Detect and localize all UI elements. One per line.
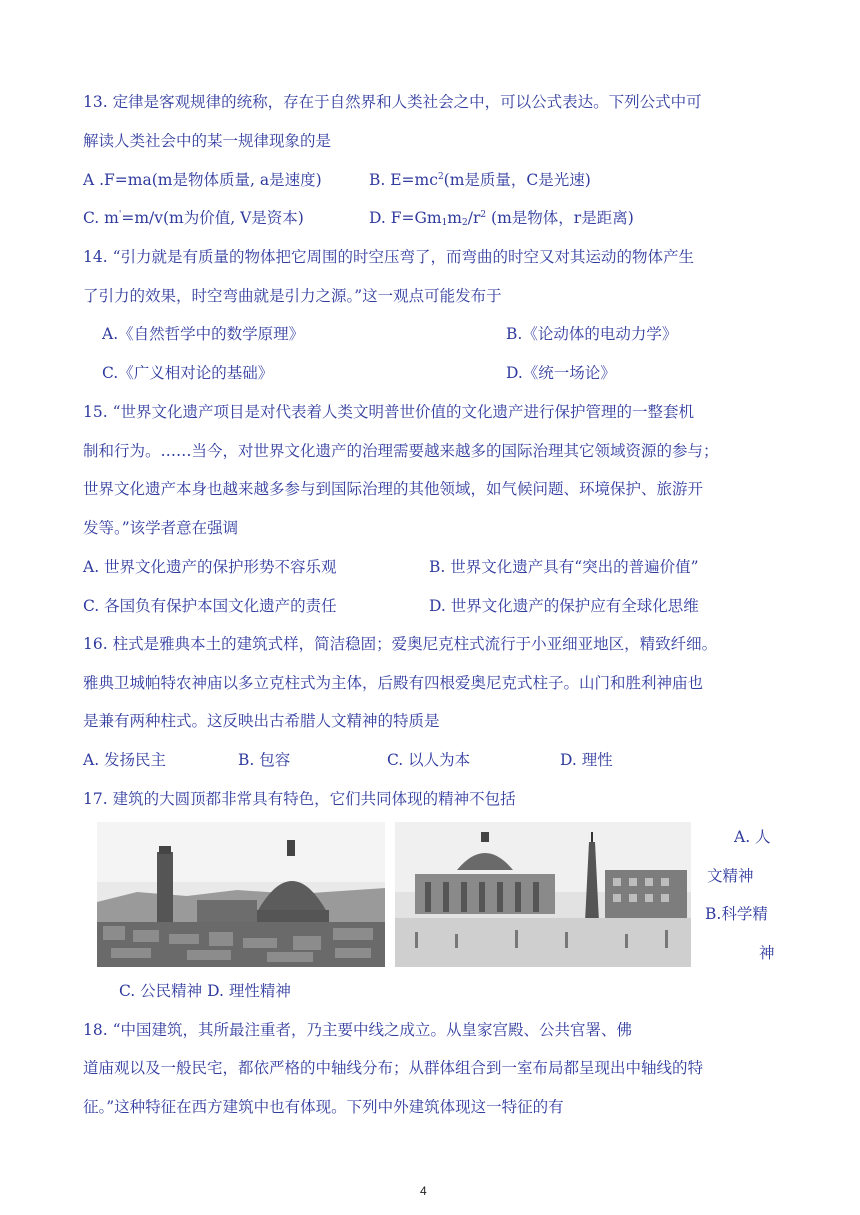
q13-stem-line2: 解读人类社会中的某一规律现象的是 xyxy=(83,132,332,150)
q17-option-b-part2: 神 xyxy=(759,944,775,962)
st-peters-basilica-photo xyxy=(395,822,691,967)
q18-stem-line2: 道庙观以及一般民宅，都依严格的中轴线分布；从群体组合到一室布局都呈现出中轴线的特 xyxy=(83,1059,704,1077)
q17-option-b-part1: B.科学精 xyxy=(705,905,768,923)
q13-option-c: C. m'=m/v(m为价值, V是资本) xyxy=(83,209,304,227)
q14-option-c: C.《广义相对论的基础》 xyxy=(102,364,274,382)
q16-stem-line3: 是兼有两种柱式。这反映出古希腊人文精神的特质是 xyxy=(83,712,440,730)
q15-option-d: D. 世界文化遗产的保护应有全球化思维 xyxy=(429,597,699,615)
florence-cathedral-photo xyxy=(97,822,385,967)
q14-option-d: D.《统一场论》 xyxy=(506,364,616,382)
q16-stem-line1: 16. 柱式是雅典本土的建筑式样，简洁稳固；爱奥尼克柱式流行于小亚细亚地区，精致纤细。 xyxy=(83,635,718,653)
q15-option-a: A. 世界文化遗产的保护形势不容乐观 xyxy=(83,558,337,576)
q16-option-c: C. 以人为本 xyxy=(387,751,471,769)
q18-stem-line3: 征。”这种特征在西方建筑中也有体现。下列中外建筑体现这一特征的有 xyxy=(83,1098,564,1116)
page-number: 4 xyxy=(420,1184,427,1198)
q16-stem-line2: 雅典卫城帕特农神庙以多立克柱式为主体，后殿有四根爱奥尼克式柱子。山门和胜利神庙也 xyxy=(83,674,704,692)
q14-stem-line1: 14. “引力就是有质量的物体把它周围的时空压弯了，而弯曲的时空又对其运动的物体产生 xyxy=(83,248,695,266)
q15-stem-line4: 发等。”该学者意在强调 xyxy=(83,519,239,537)
q15-option-b: B. 世界文化遗产具有“突出的普遍价值” xyxy=(429,558,699,576)
q14-option-a: A.《自然哲学中的数学原理》 xyxy=(102,325,305,343)
q14-stem-line2: 了引力的效果，时空弯曲就是引力之源。”这一观点可能发布于 xyxy=(83,287,502,305)
q17-stem: 17. 建筑的大圆顶都非常具有特色，它们共同体现的精神不包括 xyxy=(83,790,516,808)
q13-option-a: A .F=ma(m是物体质量, a是速度) xyxy=(83,171,322,189)
q18-stem-line1: 18. “中国建筑，其所最注重者，乃主要中线之成立。从皇家宫殿、公共官署、佛 xyxy=(83,1021,633,1039)
q13-option-d: D. $F=Gm_1m_2/r^2$ (m是物体，r是距离) xyxy=(369,209,634,228)
q16-option-d: D. 理性 xyxy=(560,751,613,769)
q16-option-b: B. 包容 xyxy=(238,751,291,769)
q17-option-a-part2: 文精神 xyxy=(707,867,754,885)
q17-option-a-part1: A. 人 xyxy=(734,828,771,846)
q16-option-a: A. 发扬民主 xyxy=(83,751,167,769)
q15-option-c: C. 各国负有保护本国文化遗产的责任 xyxy=(83,597,337,615)
q14-option-b: B.《论动体的电动力学》 xyxy=(506,325,678,343)
q17-options-c-d: C. 公民精神 D. 理性精神 xyxy=(119,982,291,1000)
q15-stem-line3: 世界文化遗产本身也越来越多参与到国际治理的其他领域，如气候问题、环境保护、旅游开 xyxy=(83,480,704,498)
q13-stem-line1: 13. 定律是客观规律的统称，存在于自然界和人类社会之中，可以公式表达。下列公式中可 xyxy=(83,93,702,111)
q15-stem-line2: 制和行为。……当今，对世界文化遗产的治理需要越来越多的国际治理其它领域资源的参与； xyxy=(83,442,719,460)
q15-stem-line1: 15. “世界文化遗产项目是对代表着人类文明普世价值的文化遗产进行保护管理的一整套机 xyxy=(83,403,695,421)
q13-option-b: B. $E=mc^2(m$是质量，C是光速) xyxy=(369,171,591,189)
